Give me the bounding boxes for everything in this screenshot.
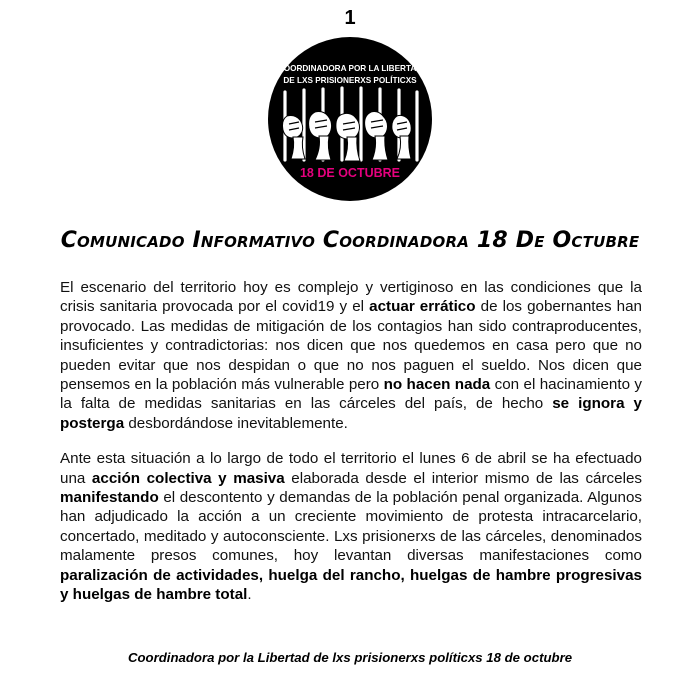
paragraph-1-bold-2: no hacen nada xyxy=(383,376,491,394)
page-number: 1 xyxy=(344,7,356,29)
paragraph-1-bold-1: actuar errático xyxy=(369,298,476,316)
paragraph-1-text-4: desbordándose inevitablemente. xyxy=(124,414,348,432)
paragraph-2-text-1: Ante esta situación a lo largo de todo el territorio el lunes 6 de abril se ha efectuado una xyxy=(60,450,642,487)
paragraph-2-text-4: . xyxy=(247,586,252,604)
document-title: Comunicado Informativo Coordinadora 18 De Octubre xyxy=(60,228,640,253)
paragraph-1-text-1: El escenario del territorio hoy es complejo y vertiginoso en las condiciones que la crisis sanitaria provocada por el covid19 y el xyxy=(60,279,642,316)
paragraph-1 xyxy=(60,278,642,433)
logo-line1: COORDINADORA POR LA LIBERTAD xyxy=(277,64,423,73)
paragraph-1-bold-3: se ignora y posterga xyxy=(60,395,642,432)
paragraph-2-bold-3: paralización de actividades, huelga del rancho, huelgas de hambre progresivas y huelgas de hambre total xyxy=(60,566,642,604)
logo-date: 18 DE OCTUBRE xyxy=(299,166,401,180)
logo-line2: DE LXS PRISIONERXS POLÍTICXS xyxy=(283,76,417,85)
document-body xyxy=(60,278,642,621)
paragraph-2 xyxy=(60,449,642,604)
paragraph-2-text-2: elaborada desde el interior mismo de las cárceles xyxy=(284,469,642,487)
coordinadora-logo xyxy=(267,36,433,202)
paragraph-1-text-2: de los gobernantes han provocado. Las medidas de mitigación de los contagios han sido contraproducentes, insuficientes y contradictorias: nos dicen que nos quedemos en casa pero que no pueden evitar que nos despidan o que no nos paguen el sueldo. Nos dicen que pensemos en la población más vulnerable pero xyxy=(60,298,642,394)
logo-emblem-icon xyxy=(267,36,433,202)
signature: Coordinadora por la Libertad de lxs prisionerxs políticxs 18 de octubre xyxy=(127,650,573,665)
paragraph-2-bold-2: manifestando xyxy=(60,489,159,507)
paragraph-2-bold-1: acción colectiva y masiva xyxy=(91,469,285,487)
paragraph-1-text-3: con el hacinamiento y la falta de medidas sanitarias en las cárceles del país, de hecho xyxy=(60,376,643,413)
paragraph-2-text-3: el descontento y demandas de la población penal organizada. Algunos han adjudicado la acción a un creciente movimiento de protesta intracarcelario, concertado, meditado y autoconsciente. Lxs prisionerxs de las cárceles, denominados malamente presos comunes, hoy levantan diversas manifestaciones como xyxy=(60,489,642,565)
